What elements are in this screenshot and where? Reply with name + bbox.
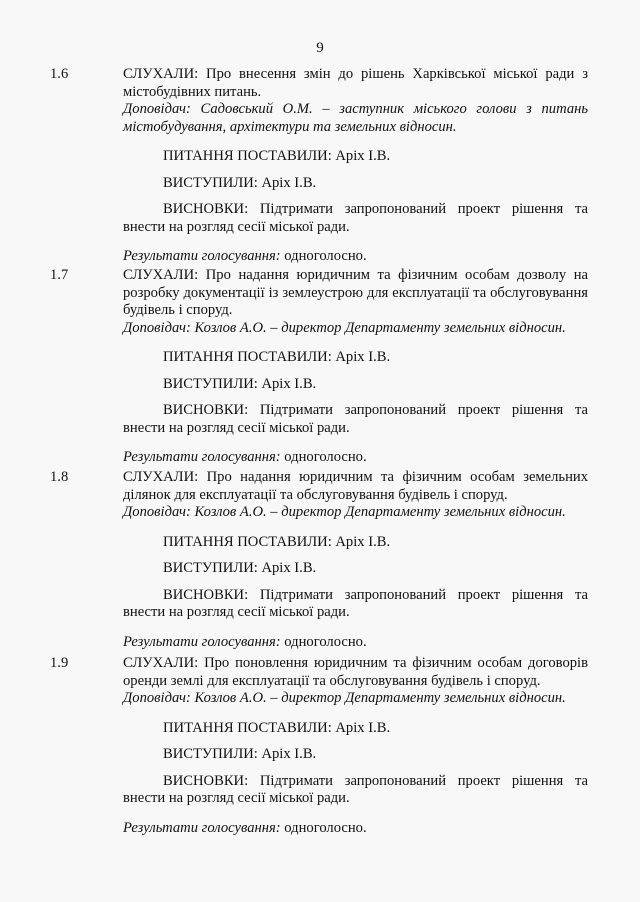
agenda-item <box>50 267 590 467</box>
voting-label: Результати голосування: <box>123 633 281 650</box>
speaker-text: Доповідач: Козлов А.О. – директор Департаменту земельних відносин. <box>123 319 566 336</box>
voting-label: Результати голосування: <box>123 449 281 465</box>
voting-value: одноголосно. <box>284 819 367 836</box>
heard-text: СЛУХАЛИ: Про внесення змін до рішень Харківської міської ради з містобудівних питань. <box>123 66 588 100</box>
item-number: 1.8 <box>50 469 69 485</box>
questions-text: ПИТАННЯ ПОСТАВИЛИ: Аріх І.В. <box>163 349 391 365</box>
voting-label: Результати голосування: <box>123 248 281 264</box>
voting-label: Результати голосування: <box>123 819 281 836</box>
spoke-text: ВИСТУПИЛИ: Аріх І.В. <box>163 746 317 762</box>
questions-text: ПИТАННЯ ПОСТАВИЛИ: Аріх І.В. <box>163 148 391 164</box>
item-number: 1.9 <box>50 655 69 671</box>
heard-text: СЛУХАЛИ: Про надання юридичним та фізичним особам земельних ділянок для експлуатації та обслуговування будівель і споруд. <box>123 469 588 503</box>
item-number: 1.6 <box>50 66 69 82</box>
conclusions-text: ВИСНОВКИ: Підтримати запропонований проект рішення та внести на розгляд сесії міської ради. <box>123 402 588 436</box>
voting-value: одноголосно. <box>284 248 367 264</box>
agenda-item <box>50 66 590 266</box>
item-number: 1.7 <box>50 267 69 283</box>
questions-text: ПИТАННЯ ПОСТАВИЛИ: Аріх І.В. <box>163 719 391 736</box>
voting-value: одноголосно. <box>284 633 367 650</box>
conclusions-text: ВИСНОВКИ: Підтримати запропонований проект рішення та внести на розгляд сесії міської ради. <box>123 772 588 806</box>
heard-text: СЛУХАЛИ: Про надання юридичним та фізичним особам дозволу на розробку документації із землеустрою для експлуатації та обслуговування будівель і споруд. <box>123 267 588 318</box>
voting-result <box>123 248 588 266</box>
heard-text: СЛУХАЛИ: Про поновлення юридичним та фізичним особам договорів оренди землі для експлуатації та обслуговування будівель і споруд. <box>123 655 588 689</box>
speaker-text: Доповідач: Садовський О.М. – заступник міського голови з питань містобудування, архітектури та земельних відносин. <box>123 101 588 135</box>
voting-result <box>123 634 588 652</box>
spoke-text: ВИСТУПИЛИ: Аріх І.В. <box>163 174 317 191</box>
agenda-item <box>50 655 590 837</box>
voting-result <box>123 820 588 838</box>
conclusions-text: ВИСНОВКИ: Підтримати запропонований проект рішення та внести на розгляд сесії міської ради. <box>123 201 588 235</box>
questions-text: ПИТАННЯ ПОСТАВИЛИ: Аріх І.В. <box>163 533 391 550</box>
voting-value: одноголосно. <box>284 449 367 465</box>
speaker-text: Доповідач: Козлов А.О. – директор Департаменту земельних відносин. <box>123 504 566 520</box>
speaker-text: Доповідач: Козлов А.О. – директор Департаменту земельних відносин. <box>123 690 566 706</box>
spoke-text: ВИСТУПИЛИ: Аріх І.В. <box>163 375 317 392</box>
agenda-item <box>50 469 590 651</box>
voting-result <box>123 449 588 467</box>
conclusions-text: ВИСНОВКИ: Підтримати запропонований проект рішення та внести на розгляд сесії міської ради. <box>123 586 588 620</box>
spoke-text: ВИСТУПИЛИ: Аріх І.В. <box>163 560 317 576</box>
page-number: 9 <box>316 40 324 56</box>
